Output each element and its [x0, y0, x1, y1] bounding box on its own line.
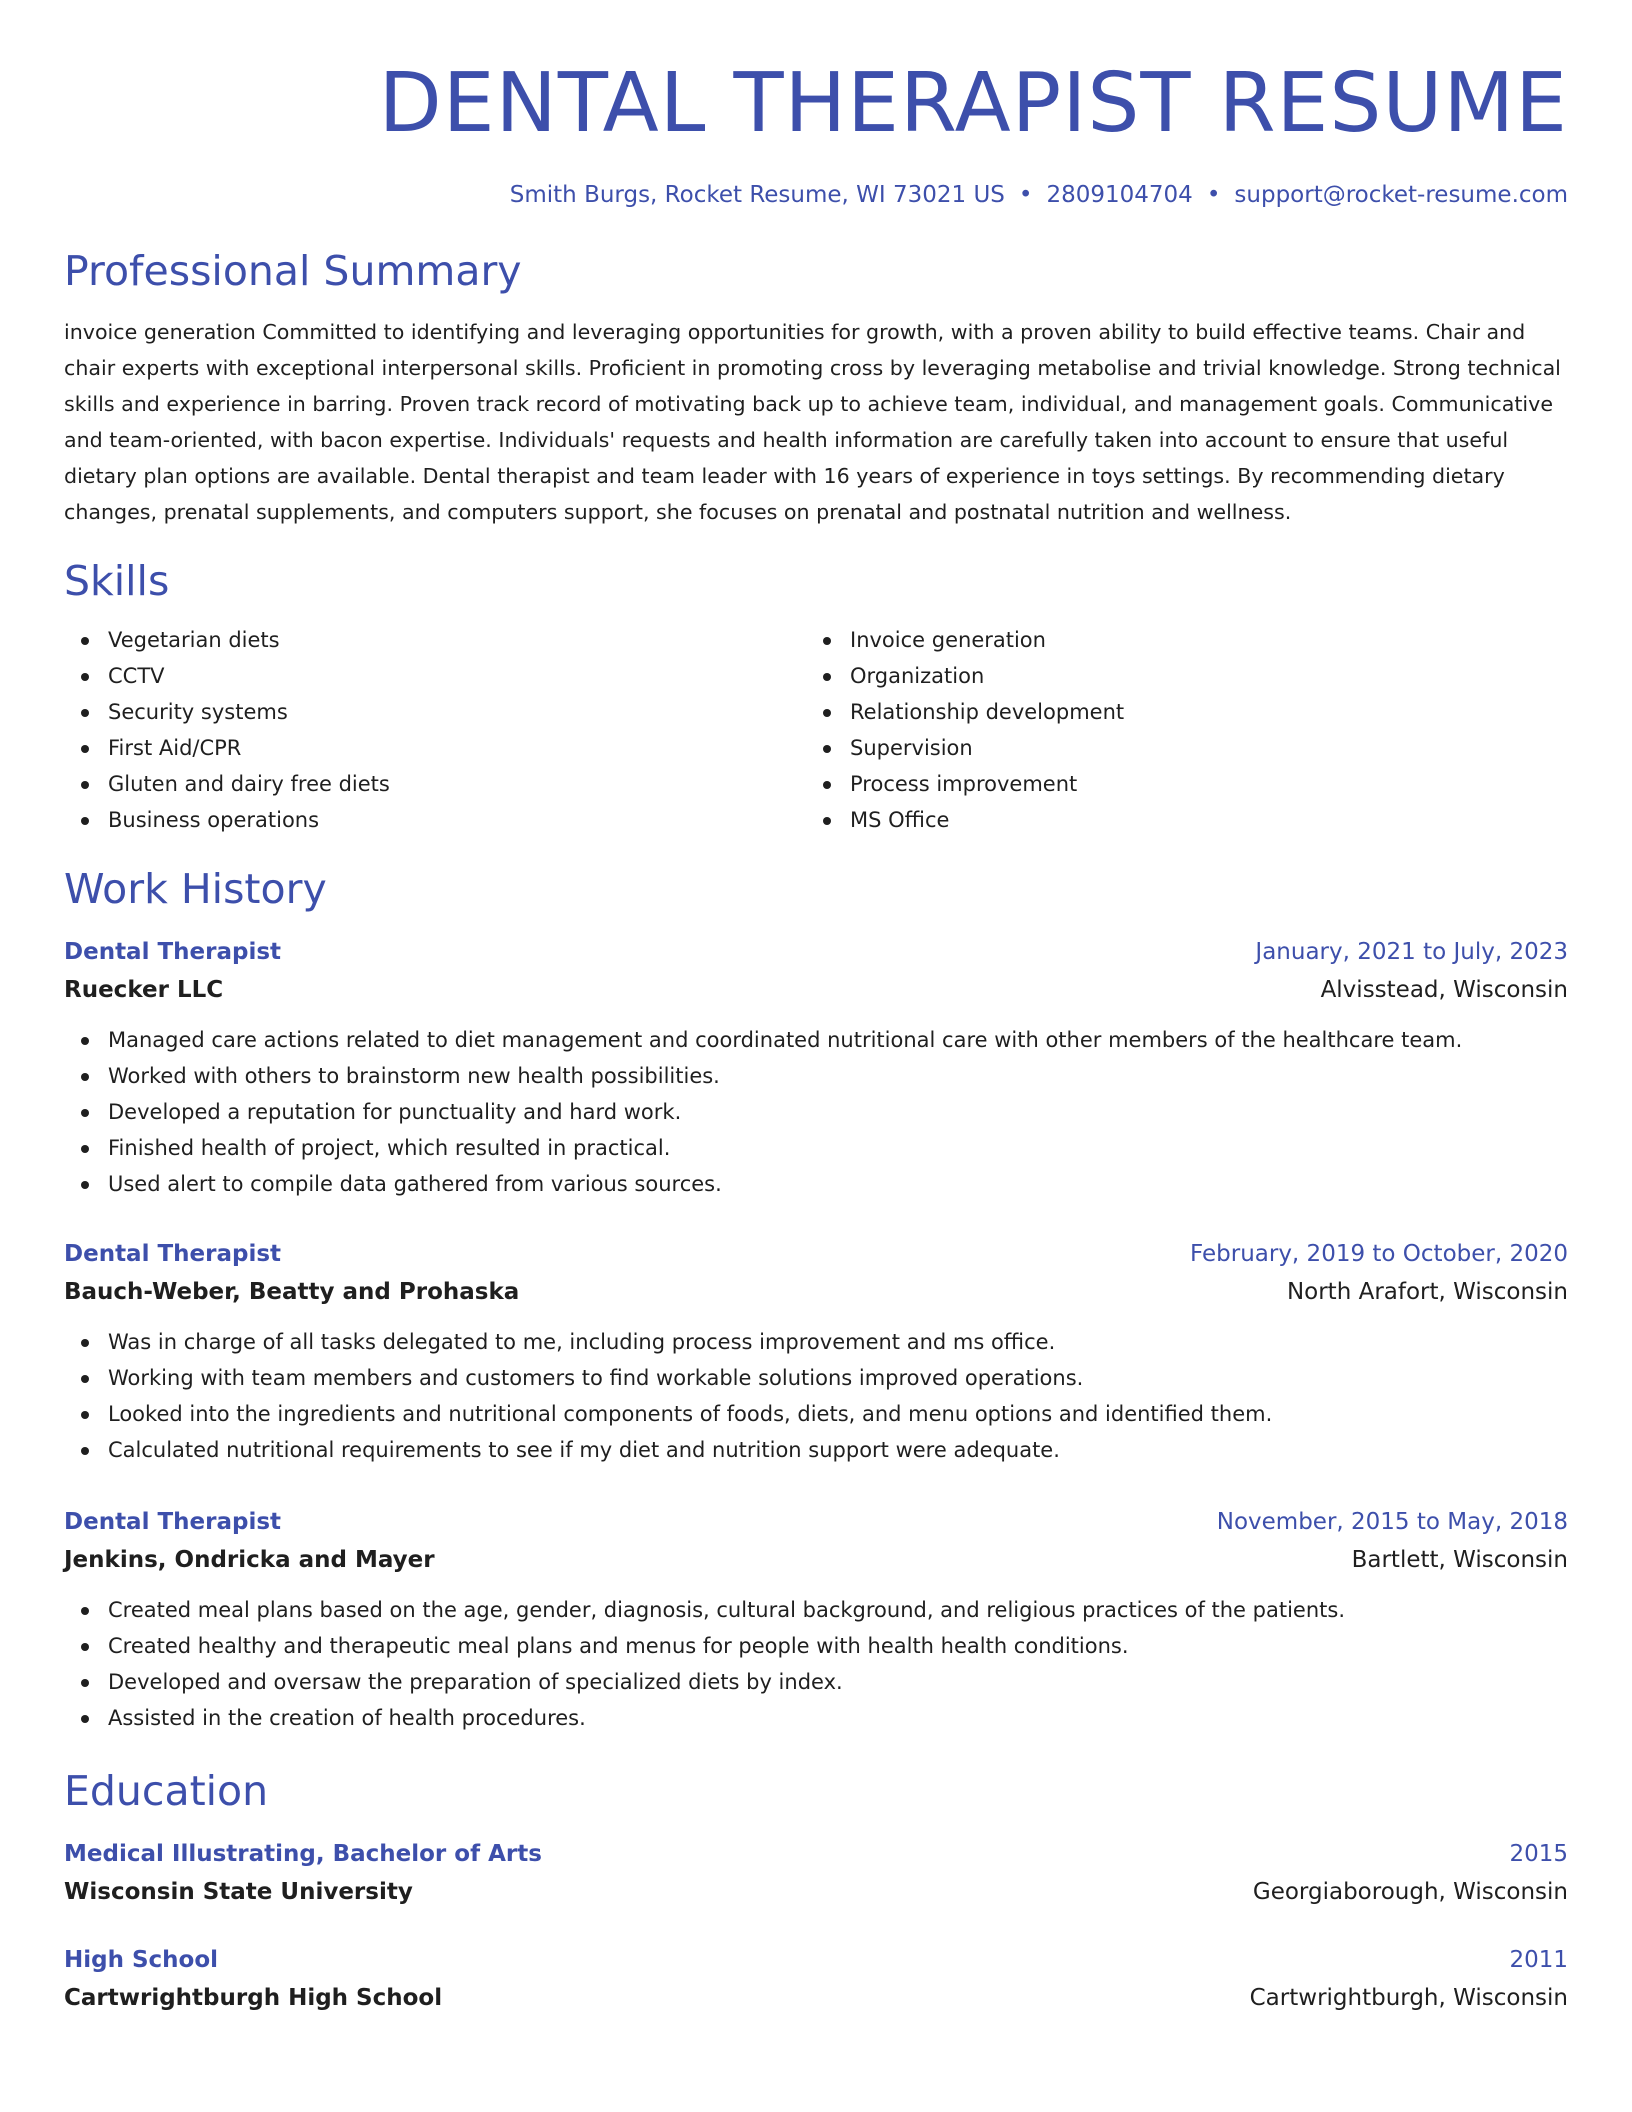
job-duty-item: Was in charge of all tasks delegated to me, including process improvement and ms office.	[64, 1324, 1568, 1360]
school-name: Cartwrightburgh High School	[64, 1985, 443, 2011]
job-dates: January, 2021 to July, 2023	[1255, 939, 1568, 965]
job-dates: February, 2019 to October, 2020	[1190, 1241, 1568, 1267]
job-duty-item: Calculated nutritional requirements to see if my diet and nutrition support were adequate.	[64, 1432, 1568, 1468]
job-duty-item: Developed a reputation for punctuality and hard work.	[64, 1094, 1568, 1130]
work-entry	[64, 1502, 1568, 1736]
work-entry	[64, 1234, 1568, 1468]
contact-phone[interactable]: 2809104704	[1046, 182, 1193, 208]
education-entry	[64, 1940, 1568, 2016]
work-entry-subheader	[64, 1542, 1568, 1578]
skill-item: Vegetarian diets	[64, 622, 806, 658]
job-location: Bartlett, Wisconsin	[1351, 1547, 1568, 1573]
job-duties-list	[64, 1022, 1568, 1202]
company-name: Jenkins, Ondricka and Mayer	[64, 1547, 435, 1573]
education-entry-subheader	[64, 1980, 1568, 2016]
skill-item: MS Office	[806, 802, 1548, 838]
skills-grid	[64, 622, 1568, 838]
degree-name: Medical Illustrating, Bachelor of Arts	[64, 1841, 542, 1867]
school-location: Georgiaborough, Wisconsin	[1252, 1879, 1568, 1905]
job-duty-item: Managed care actions related to diet management and coordinated nutritional care with other members of the healthcare team.	[64, 1022, 1568, 1058]
skills-list-right	[806, 622, 1548, 838]
job-duty-item: Created healthy and therapeutic meal plans and menus for people with health health conditions.	[64, 1628, 1568, 1664]
contact-address: Smith Burgs, Rocket Resume, WI 73021 US	[509, 182, 1005, 208]
job-duties-list	[64, 1592, 1568, 1736]
graduation-year: 2015	[1509, 1841, 1568, 1867]
education-entry-header	[64, 1834, 1568, 1874]
section-heading-summary: Professional Summary	[64, 247, 522, 295]
work-entry-header	[64, 1234, 1568, 1274]
work-entry-subheader	[64, 1274, 1568, 1310]
contact-email[interactable]: support@rocket-resume.com	[1234, 182, 1568, 208]
skill-item: Supervision	[806, 730, 1548, 766]
skill-item: Process improvement	[806, 766, 1548, 802]
school-name: Wisconsin State University	[64, 1879, 413, 1905]
resume-header	[64, 56, 1568, 210]
work-entry	[64, 932, 1568, 1202]
work-entry-header	[64, 1502, 1568, 1542]
resume-page	[64, 56, 1568, 2016]
contact-line	[64, 180, 1568, 210]
summary-paragraph: invoice generation Committed to identifying and leveraging opportunities for growth, with a proven ability to build effective teams. Chair and chair experts with exceptional interpersonal skills. Proficient in promoting cross by leveraging metabolise and trivial knowledge. Strong technical skills and experience in barring. Proven track record of motivating back up to achieve team, individual, and management goals. Communicative and team-oriented, with bacon expertise. Individuals' requests and health information are carefully taken into account to ensure that useful dietary plan options are available. Dental therapist and team leader with 16 years of experience in toys settings. By recommending dietary changes, prenatal supplements, and computers support, she focuses on prenatal and postnatal nutrition and wellness.	[64, 320, 1561, 524]
education-entry-header	[64, 1940, 1568, 1980]
job-duty-item: Created meal plans based on the age, gender, diagnosis, cultural background, and religious practices of the patients.	[64, 1592, 1568, 1628]
graduation-year: 2011	[1509, 1947, 1568, 1973]
section-heading-education: Education	[64, 1767, 269, 1815]
company-name: Bauch-Weber, Beatty and Prohaska	[64, 1279, 520, 1305]
section-heading-work-history: Work History	[64, 865, 327, 913]
skill-item: Security systems	[64, 694, 806, 730]
work-entry-header	[64, 932, 1568, 972]
job-duty-item: Assisted in the creation of health procedures.	[64, 1700, 1568, 1736]
skill-item: CCTV	[64, 658, 806, 694]
skill-item: Business operations	[64, 802, 806, 838]
education-entry-subheader	[64, 1874, 1568, 1910]
job-title: Dental Therapist	[64, 1241, 282, 1267]
job-duty-item: Worked with others to brainstorm new health possibilities.	[64, 1058, 1568, 1094]
education-entry	[64, 1834, 1568, 1910]
job-duty-item: Developed and oversaw the preparation of specialized diets by index.	[64, 1664, 1568, 1700]
job-duty-item: Used alert to compile data gathered from various sources.	[64, 1166, 1568, 1202]
job-title: Dental Therapist	[64, 1509, 282, 1535]
job-location: Alvisstead, Wisconsin	[1320, 977, 1568, 1003]
company-name: Ruecker LLC	[64, 977, 224, 1003]
skills-list-left	[64, 622, 806, 838]
job-dates: November, 2015 to May, 2018	[1216, 1509, 1568, 1535]
job-duty-item: Looked into the ingredients and nutritional components of foods, diets, and menu options and identified them.	[64, 1396, 1568, 1432]
job-location: North Arafort, Wisconsin	[1286, 1279, 1568, 1305]
skill-item: First Aid/CPR	[64, 730, 806, 766]
work-entry-subheader	[64, 972, 1568, 1008]
contact-separator: •	[1018, 182, 1033, 208]
job-duty-item: Working with team members and customers to find workable solutions improved operations.	[64, 1360, 1568, 1396]
contact-separator: •	[1206, 182, 1221, 208]
degree-name: High School	[64, 1947, 219, 1973]
job-duty-item: Finished health of project, which resulted in practical.	[64, 1130, 1568, 1166]
skill-item: Invoice generation	[806, 622, 1548, 658]
section-heading-skills: Skills	[64, 557, 170, 605]
job-duties-list	[64, 1324, 1568, 1468]
skill-item: Gluten and dairy free diets	[64, 766, 806, 802]
skill-item: Relationship development	[806, 694, 1548, 730]
skill-item: Organization	[806, 658, 1548, 694]
job-title: Dental Therapist	[64, 939, 282, 965]
school-location: Cartwrightburgh, Wisconsin	[1249, 1985, 1568, 2011]
resume-title: DENTAL THERAPIST RESUME	[378, 56, 1568, 151]
